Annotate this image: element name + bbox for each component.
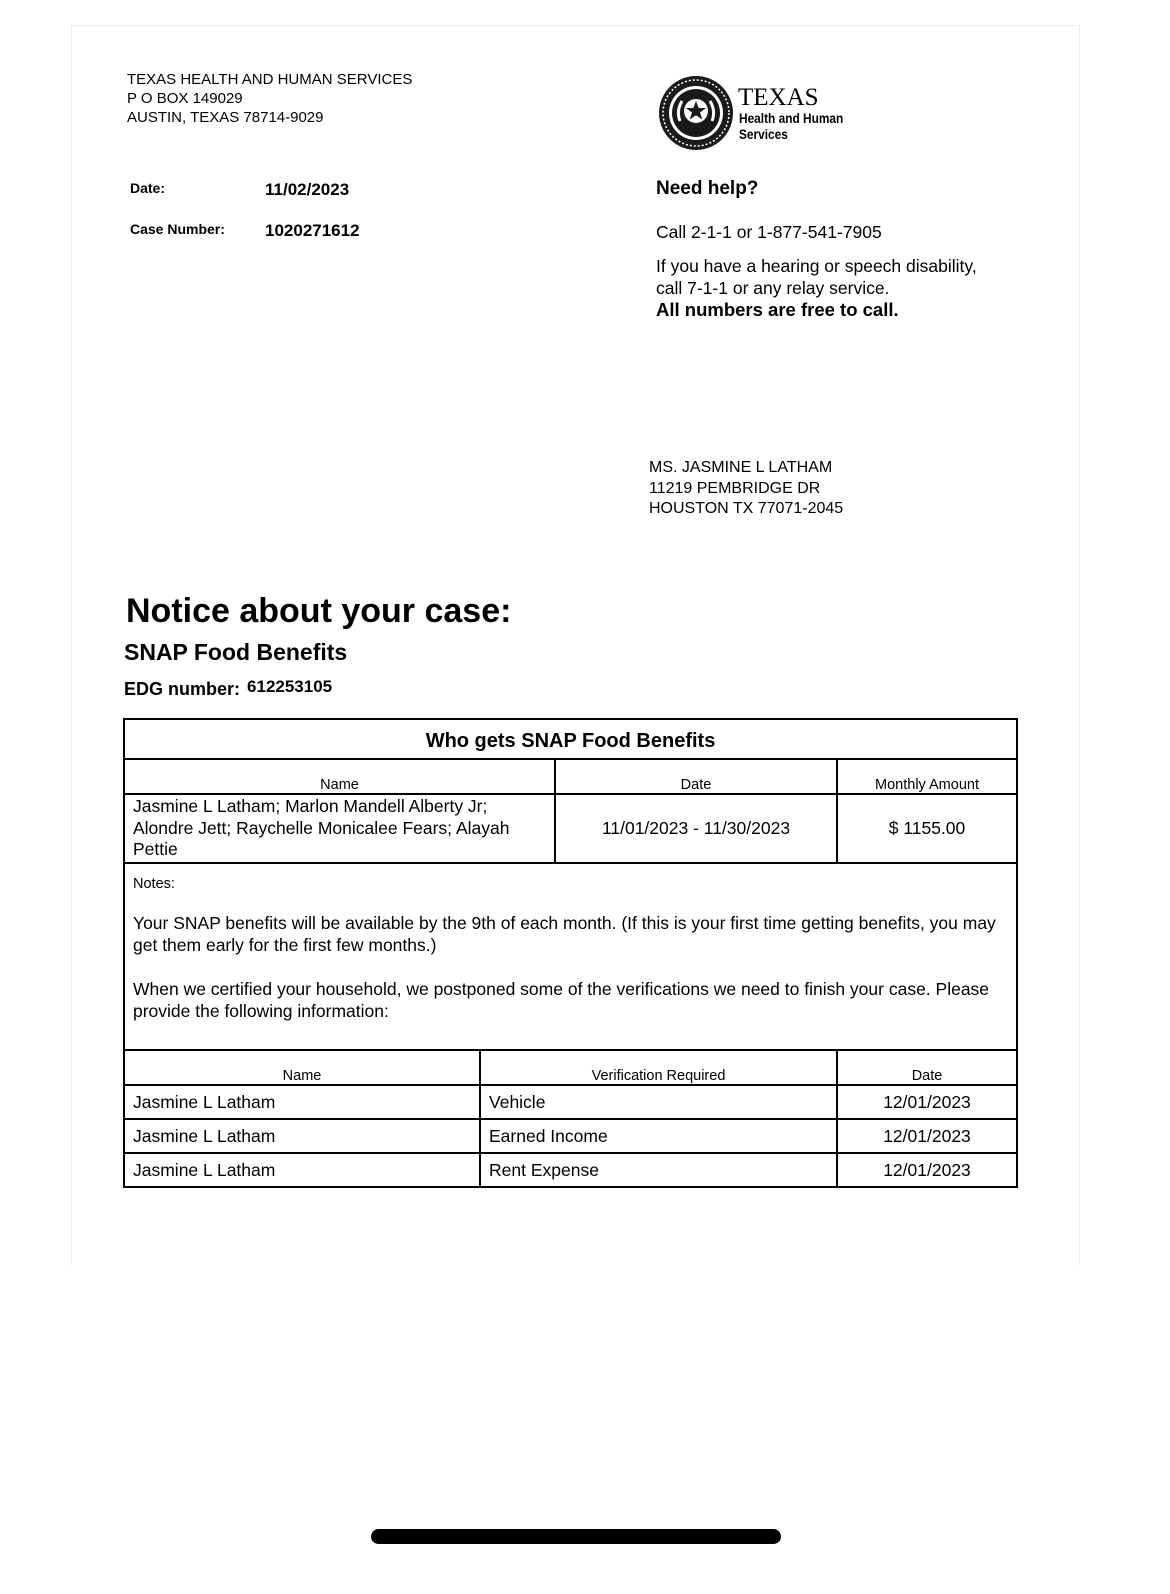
logo-subtitle-2: Services: [739, 127, 788, 142]
header-monthly-amount: Monthly Amount: [837, 759, 1017, 794]
notes-label: Notes:: [133, 876, 175, 892]
household-names-line-3: Pettie: [133, 839, 178, 860]
table-row: [124, 1085, 1017, 1119]
notice-title: Notice about your case:: [126, 592, 512, 630]
edg-value: 612253105: [247, 677, 333, 696]
verification-header-required: Verification Required: [480, 1050, 837, 1085]
table-row: [124, 794, 1017, 863]
hhs-logo: [658, 73, 858, 151]
table-row: [124, 1153, 1017, 1187]
logo-subtitle-1: Health and Human: [739, 111, 844, 126]
note-availability: Your SNAP benefits will be available by the 9th of each month. (If this is your first time getting benefits, you may get them early for the first few months.): [133, 913, 996, 955]
date-value: 11/02/2023: [265, 180, 350, 199]
verification-header-date: Date: [837, 1050, 1017, 1085]
monthly-amount: $ 1155.00: [837, 794, 1017, 863]
benefit-period: 11/01/2023 - 11/30/2023: [555, 794, 837, 863]
note-verifications: When we certified your household, we postponed some of the verifications we need to finish your case. Please provide the following information:: [133, 979, 990, 1021]
logo-title: TEXAS: [738, 84, 819, 111]
help-disability-line-1: If you have a hearing or speech disability,: [656, 256, 977, 276]
edg-label: EDG number:: [124, 679, 241, 699]
verification-date: 12/01/2023: [837, 1119, 1017, 1153]
table-row: [124, 1119, 1017, 1153]
help-disability: [656, 255, 1036, 299]
notes-section: [124, 863, 1017, 1050]
help-title: Need help?: [656, 178, 759, 199]
help-disability-line-2: call 7-1-1 or any relay service.: [656, 278, 890, 298]
case-number-label: Case Number:: [130, 221, 225, 237]
sender-line-1: TEXAS HEALTH AND HUMAN SERVICES: [127, 71, 413, 88]
edg-number: [124, 679, 332, 700]
verification-item: Vehicle: [480, 1085, 837, 1119]
recipient-city: HOUSTON TX 77071-2045: [649, 500, 844, 517]
recipient-address: [649, 458, 843, 520]
sender-line-2: P O BOX 149029: [127, 90, 243, 107]
sender-line-3: AUSTIN, TEXAS 78714-9029: [127, 109, 324, 126]
home-indicator[interactable]: [371, 1529, 781, 1544]
verification-name: Jasmine L Latham: [124, 1085, 480, 1119]
benefits-table: [123, 718, 1018, 1188]
household-names-line-1: Jasmine L Latham; Marlon Mandell Alberty Jr;: [133, 796, 488, 817]
program-name: SNAP Food Benefits: [124, 639, 348, 665]
header-name: Name: [124, 759, 555, 794]
case-number-value: 1020271612: [265, 221, 360, 240]
verification-header-name: Name: [124, 1050, 480, 1085]
texas-seal-icon: [658, 75, 734, 151]
household-names: [124, 794, 555, 863]
header-date: Date: [555, 759, 837, 794]
help-phone: Call 2-1-1 or 1-877-541-7905: [656, 222, 882, 242]
recipient-name: MS. JASMINE L LATHAM: [649, 459, 833, 476]
recipient-street: 11219 PEMBRIDGE DR: [649, 479, 821, 497]
help-free-note: All numbers are free to call.: [656, 299, 899, 320]
sender-address: [127, 70, 412, 127]
verification-name: Jasmine L Latham: [124, 1119, 480, 1153]
benefits-table-title: Who gets SNAP Food Benefits: [124, 719, 1017, 759]
verification-item: Earned Income: [480, 1119, 837, 1153]
verification-date: 12/01/2023: [837, 1085, 1017, 1119]
verification-item: Rent Expense: [480, 1153, 837, 1187]
date-label: Date:: [130, 180, 166, 196]
verification-date: 12/01/2023: [837, 1153, 1017, 1187]
verification-name: Jasmine L Latham: [124, 1153, 480, 1187]
household-names-line-2: Alondre Jett; Raychelle Monicalee Fears; Alayah: [133, 817, 510, 838]
